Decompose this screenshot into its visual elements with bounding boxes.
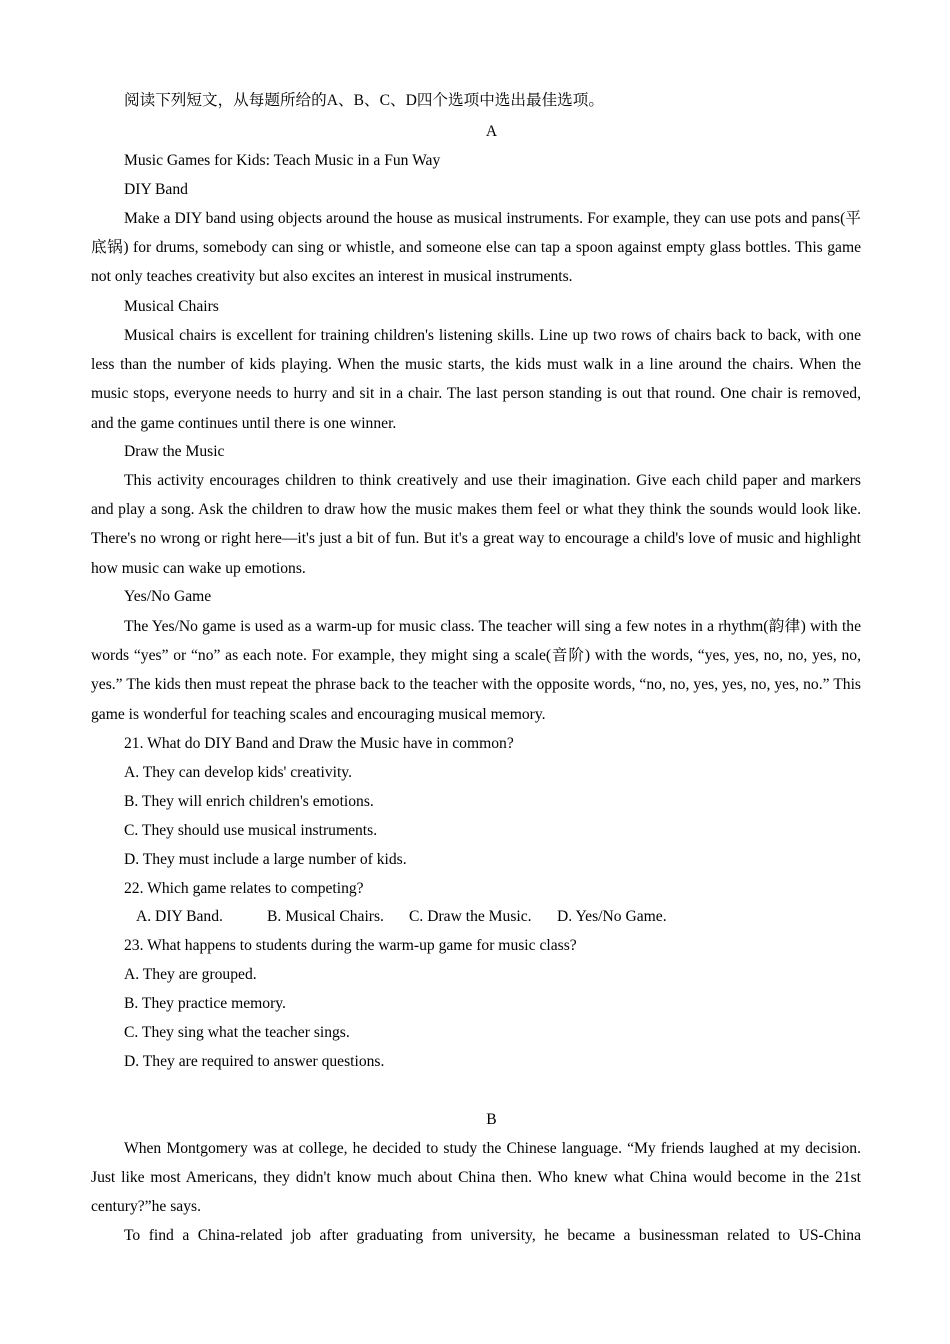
option-a: A. DIY Band.: [136, 908, 223, 925]
section-heading-musical-chairs: Musical Chairs: [124, 298, 219, 315]
section-body-draw-the-music: This activity encourages children to think creatively and use their imagination. Give each child paper and markers and play a song. Ask the children to draw how the music makes them feel or what they think the sounds would look like. There's no wrong or right here—it's just a bit of fun. But it's a great way to encourage a child's love of music and highlight how music can wake up emotions.: [91, 472, 861, 577]
option-b: B. They will enrich children's emotions.: [124, 793, 374, 810]
passage-b-paragraph-1: When Montgomery was at college, he decided to study the Chinese language. “My friends laughed at my decision. Just like most Americans, they didn't know much about China then. Who knew what China would become in the 21st century?”he says.: [91, 1140, 861, 1216]
option-c: C. They sing what the teacher sings.: [124, 1024, 350, 1041]
option-b: B. They practice memory.: [124, 995, 286, 1012]
option-b: B. Musical Chairs.: [267, 908, 384, 925]
section-heading-diy-band: DIY Band: [124, 181, 188, 198]
passage-b-label: B: [486, 1111, 497, 1128]
instruction: 阅读下列短文，从每题所给的A、B、C、D四个选项中选出最佳选项。: [124, 92, 604, 109]
section-body-yes-no-game: The Yes/No game is used as a warm-up for music class. The teacher will sing a few notes in a rhythm(韵律) with the words “yes” or “no” as each note. For example, they might sing a scale(音阶) with the words, “yes, yes, no, no, yes, no, yes.” The kids then must repeat the phrase back to the teacher with the opposite words, “no, no, yes, yes, no, yes, no.” This game is wonderful for teaching scales and encouraging musical memory.: [91, 618, 861, 723]
option-d: D. They are required to answer questions.: [124, 1053, 385, 1070]
option-c: C. They should use musical instruments.: [124, 822, 378, 839]
option-d: D. They must include a large number of kids.: [124, 851, 407, 868]
section-heading-draw-the-music: Draw the Music: [124, 443, 225, 460]
question-stem: 23. What happens to students during the warm-up game for music class?: [124, 937, 577, 954]
question-stem: 21. What do DIY Band and Draw the Music have in common?: [124, 735, 514, 752]
section-body-musical-chairs: Musical chairs is excellent for training children's listening skills. Line up two rows of chairs back to back, with one less than the number of kids playing. When the music starts, the kids must walk in a line around the chairs. When the music stops, everyone needs to hurry and sit in a chair. The last person standing is out that round. One chair is removed, and the game continues until there is one winner.: [91, 327, 861, 432]
section-heading-yes-no-game: Yes/No Game: [124, 588, 212, 605]
section-body-diy-band: Make a DIY band using objects around the house as musical instruments. For example, they can use pots and pans(平底锅) for drums, somebody can sing or whistle, and someone else can tap a spoon against empty glass bottles. This game not only teaches creativity but also excites an interest in musical instruments.: [91, 210, 861, 286]
option-a: A. They can develop kids' creativity.: [124, 764, 352, 781]
passage-b-paragraph-2: To find a China-related job after graduating from university, he became a businessman related to US-China: [124, 1227, 861, 1244]
option-c: C. Draw the Music.: [409, 908, 532, 925]
option-d: D. Yes/No Game.: [557, 908, 667, 925]
passage-a-label: A: [485, 123, 498, 140]
passage-a-title: Music Games for Kids: Teach Music in a Fun Way: [124, 152, 441, 169]
question-stem: 22. Which game relates to competing?: [124, 880, 364, 897]
option-a: A. They are grouped.: [124, 966, 257, 983]
